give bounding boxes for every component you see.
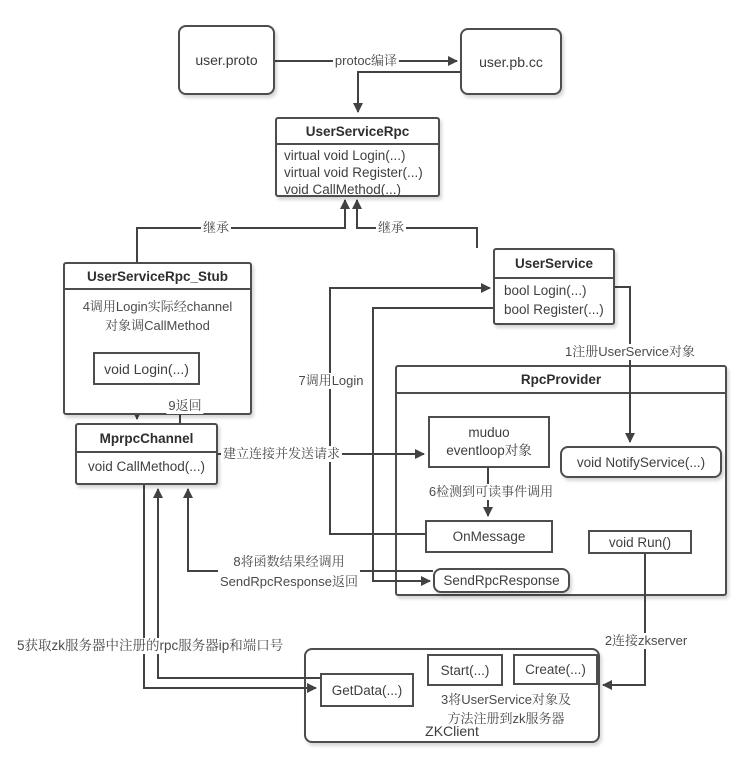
- box-create: Create(...): [513, 654, 598, 685]
- label-inherit-right: 继承: [377, 220, 405, 235]
- class-userservicerpc-title: UserServiceRpc: [277, 119, 438, 145]
- muduo-line1: muduo: [468, 425, 510, 440]
- box-void-login: void Login(...): [93, 352, 200, 385]
- stub-note-line2: 对象调CallMethod: [105, 318, 210, 333]
- label-step8-line2: SendRpcResponse返回: [219, 574, 359, 589]
- method-channel-callmethod: void CallMethod(...): [87, 458, 206, 474]
- box-user-proto: user.proto: [178, 25, 275, 95]
- box-start: Start(...): [427, 654, 503, 686]
- class-userservicerpc: [275, 117, 440, 197]
- label-step2: 2连接zkserver: [604, 633, 688, 648]
- box-notifyservice: void NotifyService(...): [560, 446, 722, 478]
- label-inherit-left: 继承: [202, 220, 230, 235]
- class-userservicerpc-stub-title: UserServiceRpc_Stub: [65, 264, 250, 290]
- container-zkclient-title: ZKClient: [425, 723, 479, 739]
- class-mprpcchannel-title: MprpcChannel: [77, 425, 216, 453]
- method-bool-login: bool Login(...): [504, 283, 587, 298]
- box-muduo-eventloop: [428, 416, 550, 468]
- class-userservice-title: UserService: [495, 250, 613, 279]
- box-void-run: void Run(): [588, 530, 692, 554]
- box-getdata: GetData(...): [320, 673, 414, 707]
- label-step6: 6检测到可读事件调用: [428, 484, 554, 499]
- label-step3-line2: 方法注册到zk服务器: [447, 711, 565, 726]
- label-protoc-compile: protoc编译: [334, 53, 398, 68]
- label-connect-send: 建立连接并发送请求: [223, 446, 341, 461]
- method-virtual-login: virtual void Login(...): [284, 148, 406, 163]
- label-step8-line1: 8将函数结果经调用: [233, 554, 345, 569]
- label-step3: [441, 690, 571, 728]
- label-step1: 1注册UserService对象: [564, 344, 696, 359]
- stub-note-line1: 4调用Login实际经channel: [82, 299, 233, 314]
- label-step3-line1: 3将UserService对象及: [440, 692, 572, 707]
- method-bool-register: bool Register(...): [504, 302, 604, 317]
- method-virtual-register: virtual void Register(...): [284, 165, 423, 180]
- muduo-line2: eventloop对象: [446, 443, 532, 458]
- label-step7: 7调用Login: [298, 373, 364, 388]
- box-sendrpcresponse: SendRpcResponse: [433, 568, 570, 593]
- label-step9: 9返回: [168, 398, 202, 413]
- class-userservice: [493, 248, 615, 325]
- box-user-pb-cc: user.pb.cc: [460, 28, 562, 95]
- class-mprpcchannel: [75, 423, 218, 485]
- class-userservicerpc-stub: [63, 262, 252, 415]
- label-step5: 5获取zk服务器中注册的rpc服务器ip和端口号: [17, 638, 284, 653]
- label-step8: [218, 552, 360, 592]
- container-rpcprovider-title: RpcProvider: [397, 367, 725, 394]
- box-onmessage: OnMessage: [425, 520, 553, 553]
- method-callmethod: void CallMethod(...): [284, 182, 402, 197]
